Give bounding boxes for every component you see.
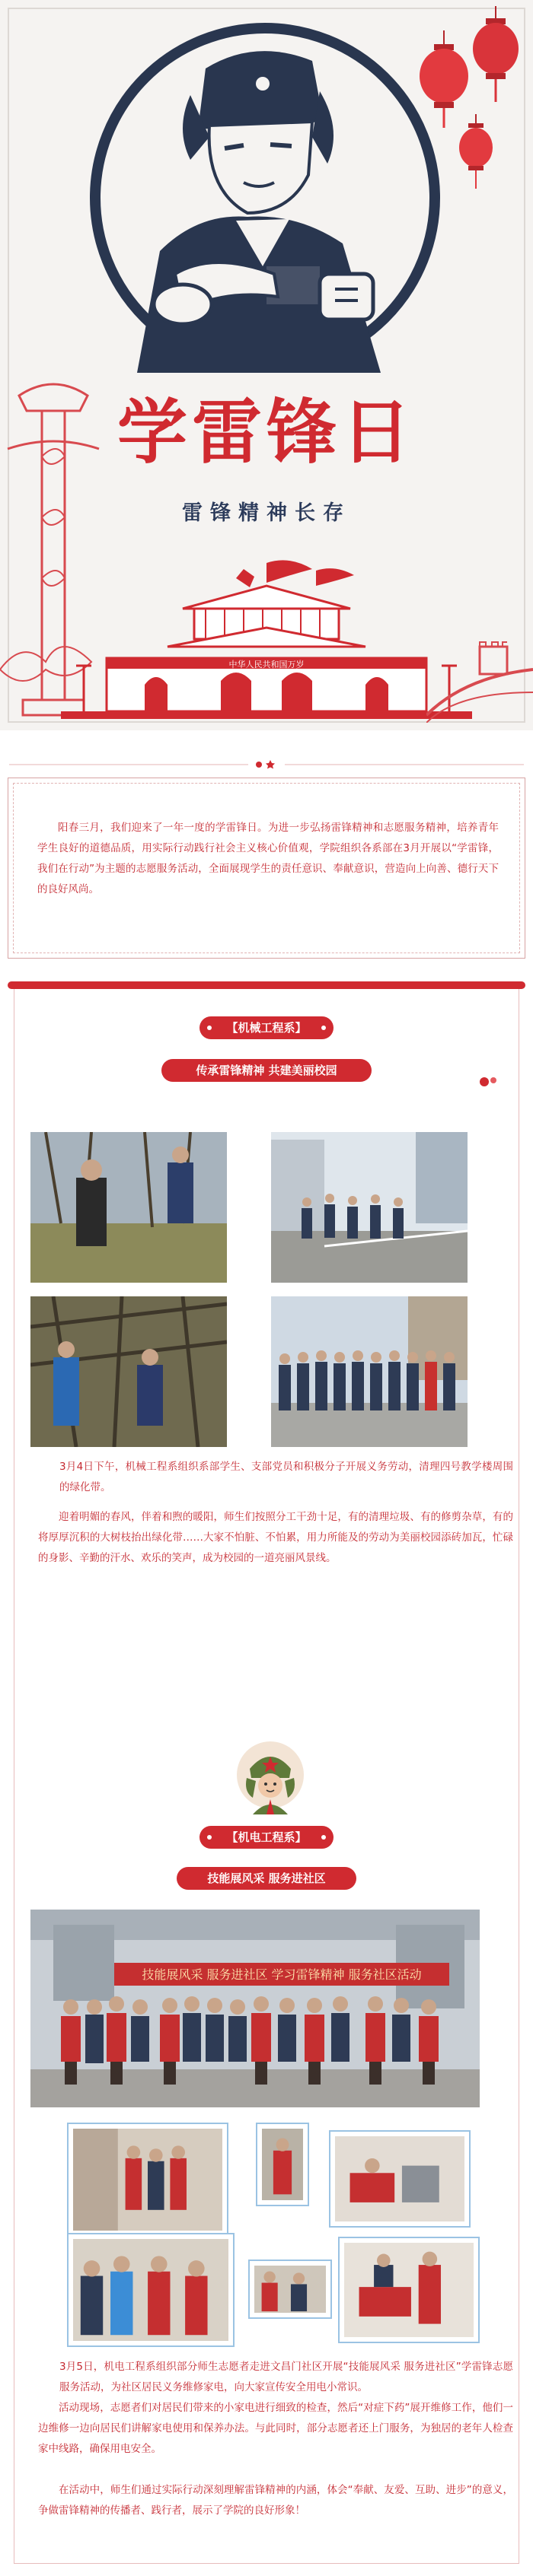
photo-repair-5 xyxy=(248,2260,332,2319)
photo-cleaning-2 xyxy=(271,1132,468,1283)
section-divider xyxy=(0,757,533,772)
photo-group-banner xyxy=(30,1910,480,2107)
hero-subtitle: 雷锋精神长存 xyxy=(182,501,351,525)
intro-box xyxy=(8,778,525,959)
section2-paragraph-3: 在活动中，师生们通过实际行动深刻理解雷锋精神的内涵，体会“奉献、友爱、互助、进步”的意义，争做雷锋精神的传播者、践行者，展示了学院的良好形象！ xyxy=(38,2484,513,2517)
intro-paragraph: 阳春三月，我们迎来了一年一度的学雷锋日。为进一步弘扬雷锋精神和志愿服务精神，培养青年学生良好的道德品质，用实际行动践行社会主义核心价值观，学院组织各系部在3月开展以“学雷锋，我们在行动”为主题的志愿服务活动，全面展现学生的责任意识、奉献意识，营造向上向善、德行天下的良好风尚。 xyxy=(37,822,499,895)
section1-slogan: 传承雷锋精神 共建美丽校园 xyxy=(161,1059,372,1082)
photo-repair-2 xyxy=(256,2123,309,2206)
flower-icon xyxy=(477,1073,499,1091)
section1-paragraph-2: 迎着明媚的春风，伴着和煦的暖阳，师生们按照分工干劲十足，有的清理垃圾、有的修剪杂草，有的将厚厚沉积的大树枝抬出绿化带……大家不怕脏、不怕累，用力所能及的劳动为美丽校园添砖加瓦，忙碌的身影、辛勤的汗水、欢乐的笑声，成为校园的一道亮丽风景线。 xyxy=(38,1511,513,1564)
section2-paragraph-2: 活动现场，志愿者们对居民们带来的小家电进行细致的检查，然后“对症下药”展开维修工作，他们一边维修一边向居民们讲解家电使用和保养办法。与此同时，部分志愿者还上门服务，为独居的老年人检查家中线路，确保用电安全。 xyxy=(38,2402,513,2455)
photo-repair-3 xyxy=(329,2130,471,2228)
section1-dept-label: 【机械工程系】 xyxy=(199,1016,334,1039)
great-wall-decoration xyxy=(426,631,533,723)
banner-text: 技能展风采 服务进社区 学习雷锋精神 服务社区活动 xyxy=(142,1967,422,1982)
gate-sign: 中华人民共和国万岁 xyxy=(228,660,305,669)
lantern-icon xyxy=(457,114,495,190)
lei-feng-portrait xyxy=(91,23,442,403)
tiananmen-gate-illustration xyxy=(61,555,472,730)
section2-slogan: 技能展风采 服务进社区 xyxy=(177,1867,356,1890)
photo-cleaning-4 xyxy=(271,1296,468,1447)
photo-repair-6 xyxy=(338,2237,480,2343)
photo-repair-1 xyxy=(67,2123,228,2237)
section2-dept-label: 【机电工程系】 xyxy=(199,1826,334,1849)
lei-feng-cartoon-icon xyxy=(236,1738,305,1814)
photo-cleaning-1 xyxy=(30,1132,227,1283)
photo-repair-4 xyxy=(67,2233,235,2347)
photo-cleaning-3 xyxy=(30,1296,227,1447)
content-top-bar xyxy=(8,981,525,989)
section1-paragraph-1: 3月4日下午，机械工程系组织系部学生、支部党员和积极分子开展义务劳动，清理四号教学楼周围的绿化带。 xyxy=(59,1461,513,1493)
lantern-icon xyxy=(471,6,521,105)
section2-paragraph-1: 3月5日，机电工程系组织部分师生志愿者走进文昌门社区开展“技能展风采 服务进社区”学雷锋志愿服务活动，为社区居民义务维修家电，向大家宣传安全用电小常识。 xyxy=(59,2361,513,2393)
hero-poster xyxy=(0,0,533,730)
hero-title: 学雷锋日 xyxy=(116,391,416,473)
